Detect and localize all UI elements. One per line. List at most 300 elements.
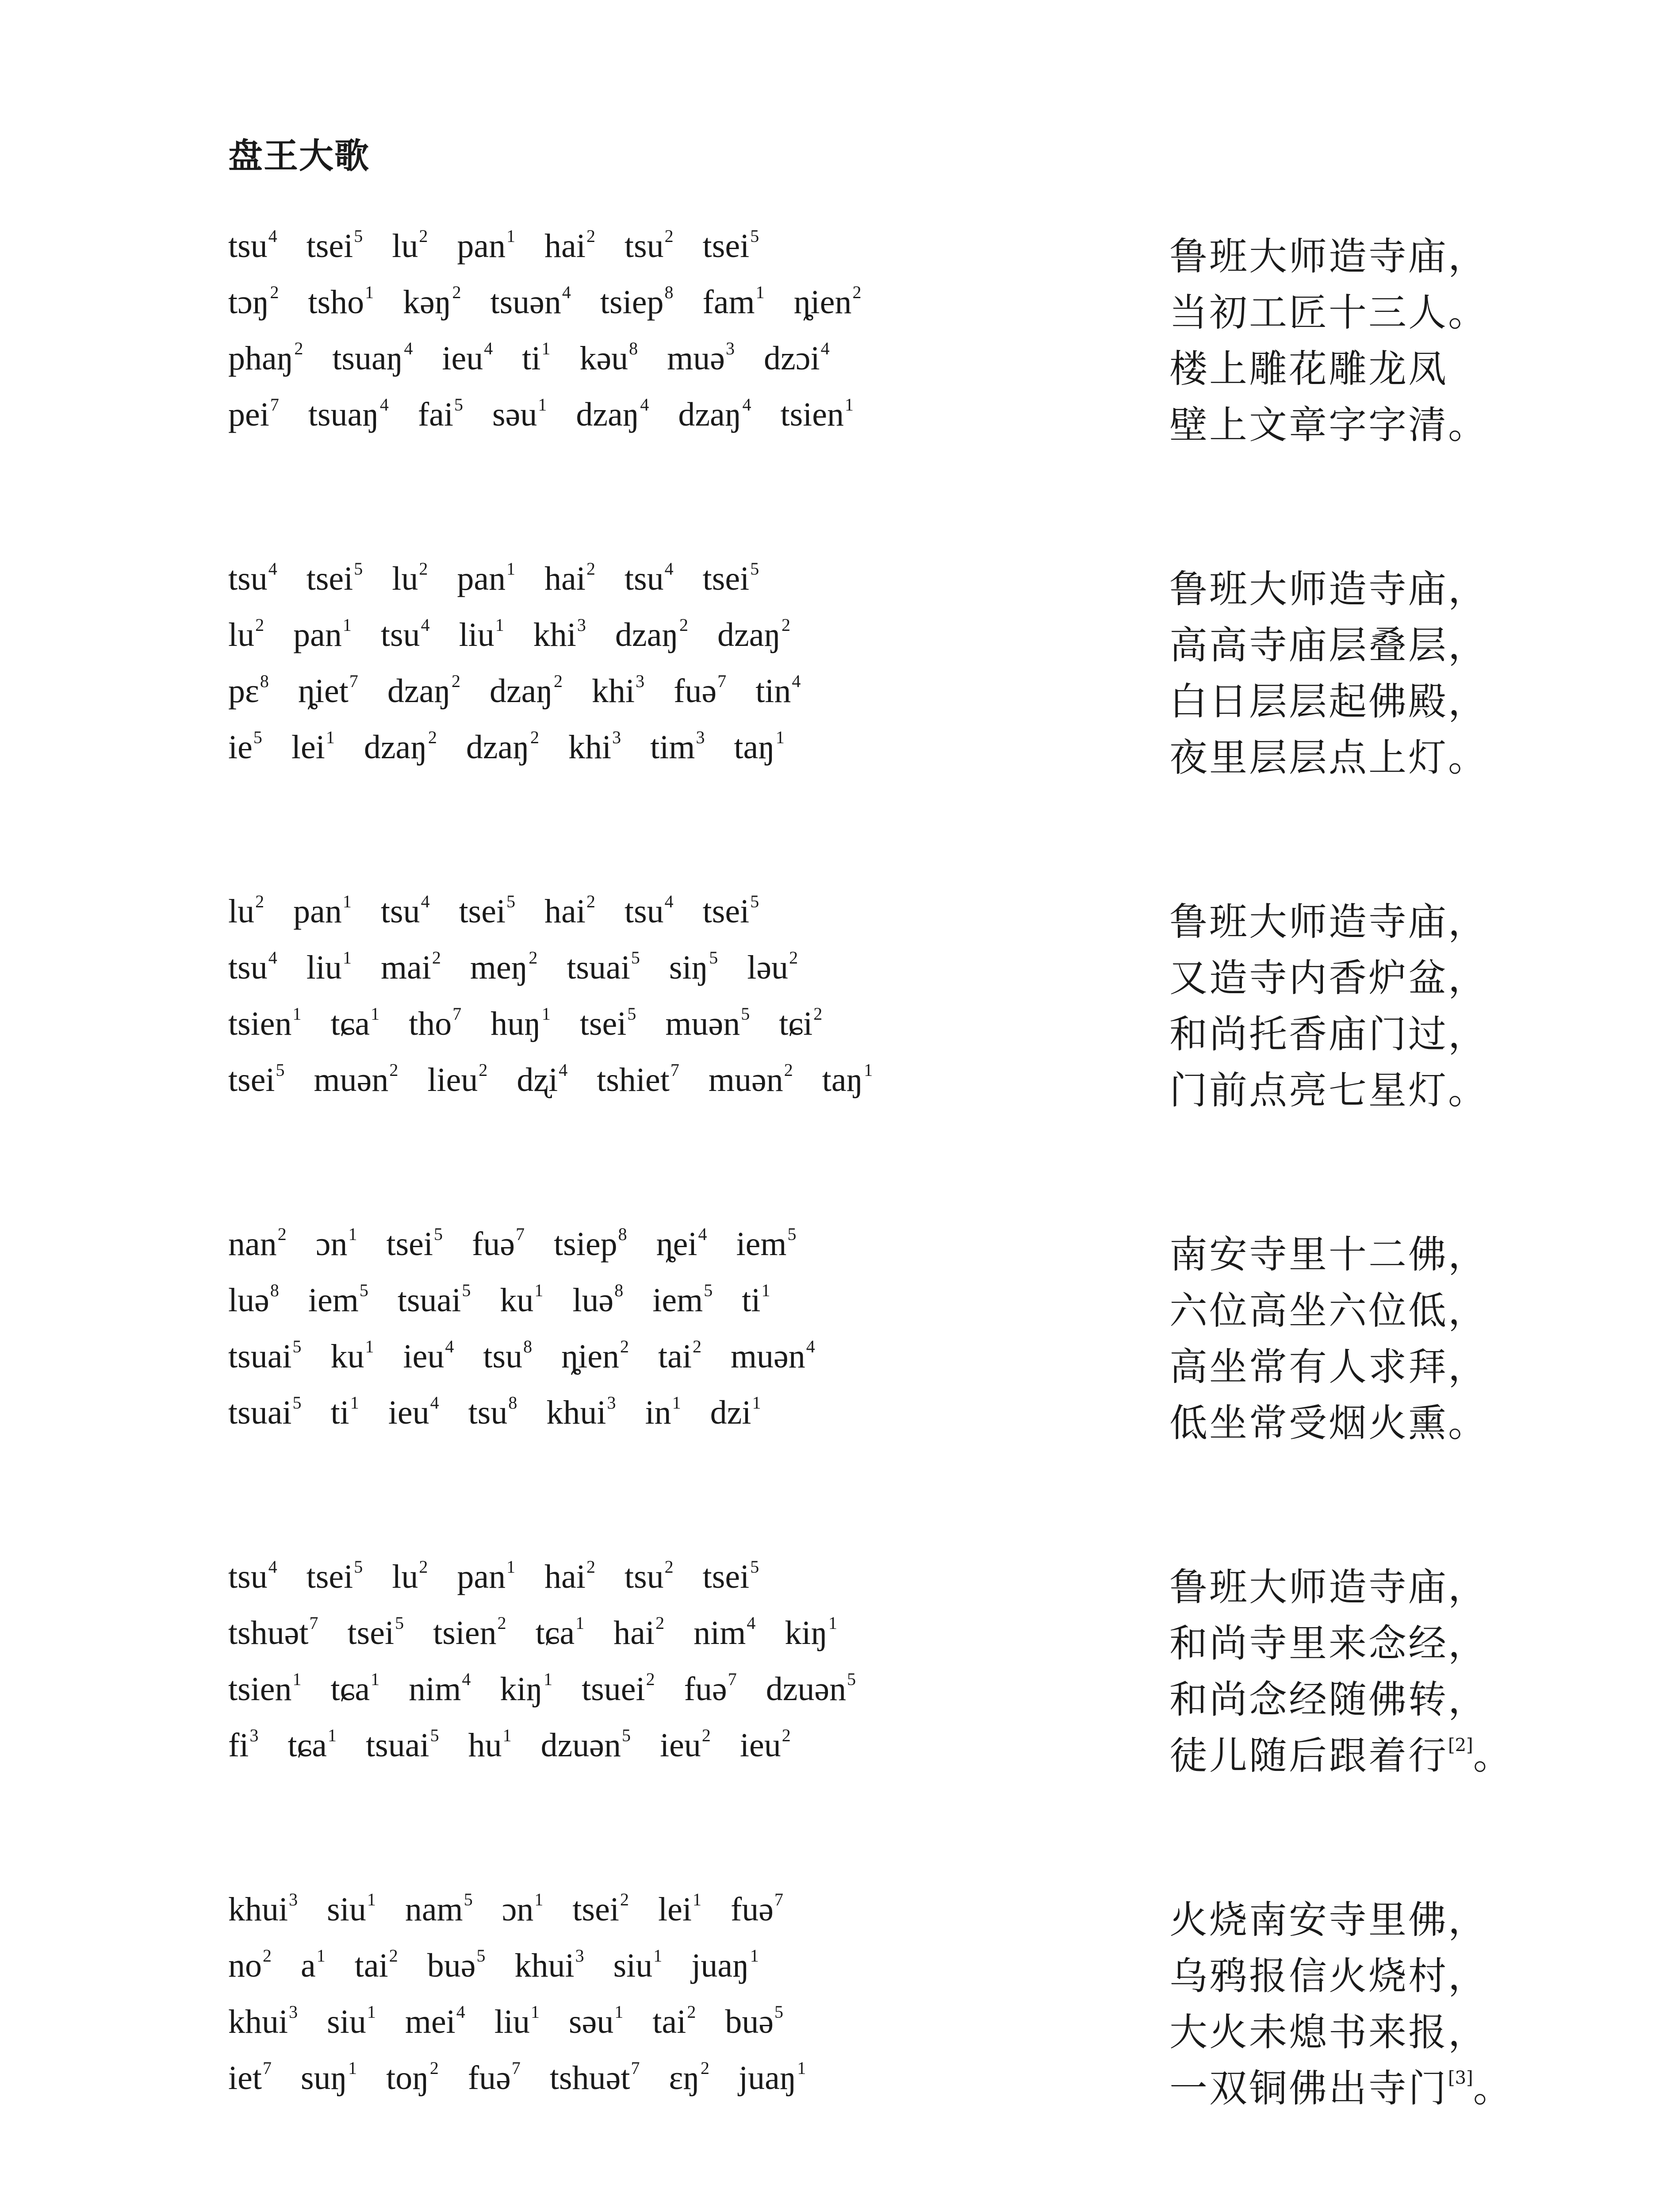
syllable: [576, 394, 649, 434]
verse-line: [228, 338, 1467, 394]
syllable: [568, 727, 621, 767]
tone-number: 4: [484, 338, 493, 358]
syllable-text: tsiep: [554, 1225, 617, 1263]
syllable-text: phaŋ: [228, 340, 294, 377]
syllable: [409, 1003, 461, 1043]
tone-number: 7: [717, 671, 727, 691]
chinese-text: 壁上文章字字清。: [1169, 403, 1488, 447]
tone-number: 5: [354, 226, 363, 246]
syllable: [433, 1613, 506, 1652]
tone-number: 3: [577, 615, 586, 635]
chinese-text: 火烧南安寺里佛，: [1169, 1898, 1488, 1942]
syllable: [725, 2001, 783, 2041]
tone-number: 5: [741, 1004, 750, 1024]
tone-number: 7: [774, 1889, 783, 1909]
syllable-text: ku: [330, 1338, 364, 1375]
syllable: [517, 1060, 567, 1099]
syllable-text: dzaŋ: [489, 672, 553, 710]
tone-number: 1: [371, 1669, 380, 1689]
syllable: [709, 1060, 793, 1099]
tone-number: 1: [541, 1004, 551, 1024]
tone-number: 1: [316, 1946, 326, 1966]
syllable: [652, 1280, 713, 1320]
tone-number: 2: [530, 727, 539, 747]
syllable-text: fai: [418, 396, 454, 433]
tone-number: 1: [506, 226, 516, 246]
syllable-text: ləu: [747, 949, 789, 986]
tone-number: 4: [640, 395, 649, 415]
syllable: [613, 1613, 664, 1652]
syllable: [731, 1889, 783, 1929]
tone-number: 2: [784, 1060, 793, 1080]
verse-line: [228, 394, 1488, 450]
tone-number: 8: [260, 671, 269, 691]
tone-number: 4: [747, 1613, 756, 1633]
tone-number: 2: [389, 1060, 398, 1080]
syllable: [625, 1556, 674, 1596]
chinese-translation: [1169, 1945, 1488, 2000]
tone-number: 5: [847, 1669, 856, 1689]
syllable: [468, 2058, 521, 2097]
syllable: [544, 558, 595, 598]
syllable-text: tsei: [306, 1558, 353, 1595]
end-punctuation: 。: [1473, 1734, 1513, 1778]
syllable: [785, 1613, 837, 1652]
tone-number: 1: [348, 1224, 357, 1244]
syllable: [331, 1003, 380, 1043]
syllable: [613, 1945, 663, 1985]
syllable-text: in: [645, 1394, 671, 1431]
tone-number: 4: [430, 1393, 439, 1413]
tone-number: 5: [622, 1725, 631, 1745]
syllable-text: a: [301, 1947, 316, 1984]
syllable-text: kiŋ: [785, 1614, 828, 1651]
syllable-text: hai: [544, 227, 586, 265]
syllable: [597, 1060, 679, 1099]
syllable: [293, 614, 352, 654]
stanza: [228, 1556, 1513, 1781]
romanization: [228, 1336, 844, 1376]
syllable-text: tho: [409, 1005, 452, 1042]
syllable-text: tsei: [572, 1891, 619, 1928]
syllable: [755, 671, 801, 710]
syllable: [544, 891, 595, 931]
chinese-translation: [1169, 394, 1488, 449]
tone-number: 2: [255, 615, 264, 635]
syllable-text: tsu: [624, 1558, 664, 1595]
syllable-text: ȵien: [793, 284, 852, 321]
tone-number: 1: [775, 727, 785, 747]
tone-number: 7: [511, 2058, 521, 2078]
syllable-text: tim: [650, 729, 695, 766]
verse-line: [228, 226, 1488, 282]
tone-number: 5: [253, 727, 262, 747]
tone-number: 5: [430, 1725, 439, 1745]
syllable: [418, 394, 463, 434]
stanza: [228, 1224, 1488, 1448]
syllable: [228, 338, 303, 378]
chinese-translation: [1169, 558, 1488, 613]
verse-line: [228, 1613, 1488, 1669]
chinese-text: 夜里层层点上灯。: [1169, 736, 1488, 780]
syllable: [779, 1003, 822, 1043]
tone-number: 1: [672, 1393, 681, 1413]
romanization: [228, 1945, 788, 1985]
end-punctuation: 。: [1473, 2066, 1513, 2111]
tone-number: 4: [421, 615, 430, 635]
tone-number: 1: [506, 559, 516, 579]
syllable-text: muən: [708, 1061, 783, 1098]
syllable-text: tsei: [702, 227, 750, 265]
tone-number: 2: [620, 1889, 629, 1909]
chinese-translation: [1169, 671, 1488, 726]
tone-number: 2: [586, 559, 595, 579]
chinese-translation: [1169, 1392, 1488, 1447]
syllable: [228, 1889, 298, 1929]
tone-number: 1: [531, 2002, 540, 2022]
syllable: [742, 1280, 770, 1320]
syllable-text: ti: [742, 1282, 761, 1319]
syllable-text: kəŋ: [403, 284, 452, 321]
syllable-text: fuə: [684, 1671, 727, 1708]
syllable-text: tin: [755, 672, 791, 710]
syllable-text: ie: [228, 729, 253, 766]
syllable-text: ɔn: [502, 1891, 534, 1928]
tone-number: 2: [789, 948, 798, 968]
tone-number: 7: [728, 1669, 737, 1689]
syllable: [228, 1224, 287, 1263]
syllable: [600, 282, 674, 322]
syllable: [442, 338, 493, 378]
chinese-text: 当初工匠十三人。: [1169, 291, 1488, 335]
syllable: [764, 338, 830, 378]
syllable-text: tsien: [433, 1614, 497, 1651]
syllable-text: siu: [327, 1891, 366, 1928]
syllable: [569, 2001, 623, 2041]
syllable-text: ȵiet: [298, 672, 349, 710]
syllable-text: buə: [427, 1947, 476, 1984]
chinese-translation: [1169, 947, 1488, 1002]
syllable-text: lu: [228, 616, 255, 653]
syllable-text: tsien: [228, 1005, 292, 1042]
romanization: [228, 614, 820, 654]
chinese-text: 乌鸦报信火烧村，: [1169, 1954, 1488, 1998]
romanization: [228, 1060, 902, 1099]
tone-number: 2: [620, 1336, 629, 1356]
syllable-text: tshiet: [597, 1061, 670, 1098]
syllable: [228, 671, 269, 710]
syllable: [228, 1336, 302, 1376]
chinese-text: 鲁班大师造寺庙，: [1169, 900, 1488, 944]
syllable: [658, 1336, 701, 1376]
tone-number: 1: [797, 2058, 806, 2078]
syllable-text: toŋ: [386, 2059, 429, 2097]
chinese-translation: [1169, 614, 1488, 669]
syllable: [747, 947, 798, 987]
syllable-text: dzuən: [540, 1727, 621, 1764]
footnote-ref: [2]: [1448, 1735, 1473, 1755]
chinese-translation: [1169, 891, 1488, 946]
tone-number: 2: [419, 1557, 428, 1577]
verse-line: [228, 614, 1488, 671]
chinese-text: 徒儿随后跟着行: [1169, 1734, 1448, 1778]
syllable-text: buə: [725, 2003, 774, 2040]
tone-number: 1: [750, 1946, 759, 1966]
syllable: [678, 394, 751, 434]
syllable: [536, 1613, 585, 1652]
syllable-text: ieu: [442, 340, 483, 377]
verse-line: [228, 1280, 1488, 1336]
tone-number: 1: [534, 1280, 544, 1300]
chinese-text: 和尚寺里来念经，: [1169, 1621, 1488, 1666]
syllable: [703, 891, 759, 931]
tone-number: 5: [787, 1224, 797, 1244]
syllable: [287, 1725, 337, 1765]
syllable-text: siu: [613, 1947, 653, 1984]
tone-number: 5: [292, 1393, 302, 1413]
syllable: [490, 671, 563, 710]
syllable: [228, 2001, 298, 2041]
syllable: [331, 1336, 374, 1376]
syllable: [457, 226, 515, 265]
tone-number: 2: [428, 727, 437, 747]
tone-number: 4: [421, 891, 430, 911]
tone-number: 2: [263, 1946, 272, 1966]
syllable: [561, 1336, 629, 1376]
tone-number: 8: [614, 1280, 624, 1300]
tone-number: 2: [419, 226, 428, 246]
chinese-text: 大火未熄书来报，: [1169, 2010, 1488, 2055]
syllable: [331, 1392, 359, 1432]
syllable: [490, 1003, 551, 1043]
syllable-text: kəu: [579, 340, 628, 377]
chinese-text: 高坐常有人求拜，: [1169, 1345, 1488, 1389]
chinese-text: 鲁班大师造寺庙，: [1169, 567, 1488, 611]
tone-number: 1: [367, 1889, 376, 1909]
tone-number: 5: [627, 1004, 636, 1024]
syllable-text: lu: [392, 227, 418, 265]
syllable: [522, 338, 550, 378]
verse-line: [228, 1945, 1488, 2001]
syllable: [364, 727, 437, 767]
tone-number: 5: [454, 395, 464, 415]
syllable-text: nam: [405, 1891, 463, 1928]
syllable-text: tsei: [459, 893, 506, 930]
syllable-text: tsu: [624, 893, 664, 930]
chinese-translation: [1169, 1336, 1488, 1391]
tone-number: 2: [782, 615, 791, 635]
syllable: [572, 1889, 629, 1929]
romanization: [228, 1613, 866, 1652]
syllable-text: dzaŋ: [717, 616, 781, 653]
syllable: [301, 1945, 326, 1985]
chinese-translation: [1169, 727, 1488, 782]
syllable-text: khi: [568, 729, 612, 766]
syllable-text: tsei: [386, 1225, 433, 1263]
syllable-text: juaŋ: [691, 1947, 749, 1984]
syllable: [307, 947, 352, 987]
syllable: [228, 1060, 285, 1099]
syllable: [316, 1224, 357, 1263]
syllable: [314, 1060, 398, 1099]
syllable: [386, 1224, 443, 1263]
syllable-text: tɕi: [779, 1005, 813, 1042]
tone-number: 3: [607, 1393, 616, 1413]
syllable: [544, 226, 595, 265]
chinese-translation: [1169, 1613, 1488, 1667]
syllable-text: tsei: [228, 1061, 275, 1098]
syllable-text: ku: [500, 1282, 534, 1319]
tone-number: 7: [452, 1004, 462, 1024]
syllable-text: ti: [330, 1394, 349, 1431]
tone-number: 4: [462, 1669, 471, 1689]
syllable-text: liu: [306, 949, 342, 986]
tone-number: 1: [371, 1004, 380, 1024]
syllable: [327, 1889, 376, 1929]
syllable-text: ɔn: [315, 1225, 348, 1263]
romanization: [228, 394, 883, 434]
tone-number: 2: [270, 282, 279, 302]
syllable-text: hai: [544, 1558, 586, 1595]
tone-number: 2: [419, 559, 428, 579]
tone-number: 5: [506, 891, 516, 911]
tone-number: 1: [367, 2002, 376, 2022]
tone-number: 2: [687, 2002, 696, 2022]
syllable-text: lei: [291, 729, 325, 766]
tone-number: 1: [544, 1669, 553, 1689]
syllable-text: khi: [592, 672, 635, 710]
syllable: [550, 2058, 640, 2097]
chinese-text: 又造寺内香炉盆，: [1169, 956, 1488, 1000]
tone-number: 7: [270, 395, 279, 415]
tone-number: 4: [456, 2002, 465, 2022]
syllable-text: tai: [652, 2003, 686, 2040]
tone-number: 5: [750, 891, 759, 911]
syllable: [490, 282, 571, 322]
verse-line: [228, 1556, 1488, 1613]
chinese-text: 和尚念经随佛转，: [1169, 1678, 1488, 1722]
syllable: [541, 1725, 631, 1765]
syllable-text: lu: [228, 893, 255, 930]
tone-number: 1: [328, 1725, 337, 1745]
syllable: [355, 1945, 398, 1985]
verse-line: [228, 1060, 1488, 1116]
romanization: [228, 226, 788, 265]
running-head: 盘王大歌: [228, 136, 370, 176]
syllable: [739, 2058, 806, 2097]
syllable-text: khui: [228, 2003, 288, 2040]
romanization: [228, 2001, 812, 2041]
tone-number: 5: [276, 1060, 285, 1080]
chinese-translation: [1169, 1889, 1488, 1944]
syllable-text: tsu: [624, 560, 664, 597]
syllable: [645, 1392, 681, 1432]
syllable: [656, 1224, 707, 1263]
syllable: [660, 1725, 711, 1765]
syllable: [658, 1889, 701, 1929]
tone-number: 4: [664, 559, 674, 579]
syllable: [405, 2001, 465, 2041]
tone-number: 3: [696, 727, 705, 747]
tone-number: 5: [292, 1336, 302, 1356]
syllable: [500, 1280, 543, 1320]
tone-number: 2: [655, 1613, 665, 1633]
syllable-text: tshuət: [549, 2059, 630, 2097]
verse-line: [228, 2001, 1488, 2058]
syllable: [228, 1725, 258, 1765]
syllable: [228, 558, 277, 598]
syllable: [386, 2058, 439, 2097]
tone-number: 4: [806, 1336, 815, 1356]
syllable-text: huŋ: [490, 1005, 541, 1042]
syllable-text: mai: [380, 949, 431, 986]
tone-number: 1: [761, 1280, 770, 1300]
tone-number: 2: [692, 1336, 701, 1356]
syllable-text: dzuən: [766, 1671, 847, 1708]
syllable: [794, 282, 862, 322]
stanza: [228, 558, 1488, 783]
syllable-text: tsei: [579, 1005, 627, 1042]
syllable-text: iem: [736, 1225, 787, 1263]
syllable: [228, 1392, 302, 1432]
tone-number: 2: [452, 282, 461, 302]
chinese-text: 南安寺里十二佛，: [1169, 1233, 1488, 1277]
tone-number: 2: [700, 2058, 709, 2078]
romanization: [228, 671, 830, 710]
footnote-ref: [3]: [1448, 2068, 1473, 2088]
tone-number: 2: [529, 948, 538, 968]
tone-number: 4: [562, 282, 571, 302]
verse-line: [228, 1003, 1488, 1060]
tone-number: 1: [350, 1393, 359, 1413]
syllable: [405, 1889, 473, 1929]
tone-number: 8: [618, 1224, 627, 1244]
syllable-text: lei: [658, 1891, 692, 1928]
syllable-text: kiŋ: [500, 1671, 543, 1708]
verse-body: [228, 226, 1513, 2212]
tone-number: 7: [670, 1060, 679, 1080]
syllable-text: tsuai: [228, 1394, 292, 1431]
syllable: [228, 1945, 272, 1985]
tone-number: 1: [653, 1946, 663, 1966]
chinese-translation: [1169, 2058, 1513, 2112]
syllable: [567, 947, 640, 987]
verse-line: [228, 891, 1488, 947]
tone-number: 1: [575, 1613, 585, 1633]
chinese-translation: [1169, 1669, 1488, 1724]
syllable-text: khi: [533, 616, 576, 653]
syllable: [625, 891, 674, 931]
chinese-text: 白日层层起佛殿，: [1169, 680, 1488, 724]
syllable-text: tsho: [308, 284, 364, 321]
tone-number: 2: [664, 226, 674, 246]
syllable: [625, 226, 674, 265]
syllable: [228, 2058, 272, 2097]
syllable-text: siu: [327, 2003, 366, 2040]
syllable: [554, 1224, 627, 1263]
syllable-text: fuə: [472, 1225, 515, 1263]
syllable-text: tsuən: [490, 284, 561, 321]
tone-number: 2: [554, 671, 563, 691]
syllable: [625, 558, 674, 598]
romanization: [228, 1889, 812, 1929]
syllable-text: pɛ: [228, 672, 259, 710]
syllable-text: dzaŋ: [678, 396, 742, 433]
syllable-text: dzaŋ: [387, 672, 451, 710]
syllable-text: dzaŋ: [364, 729, 427, 766]
tone-number: 1: [752, 1393, 761, 1413]
tone-number: 3: [575, 1946, 584, 1966]
